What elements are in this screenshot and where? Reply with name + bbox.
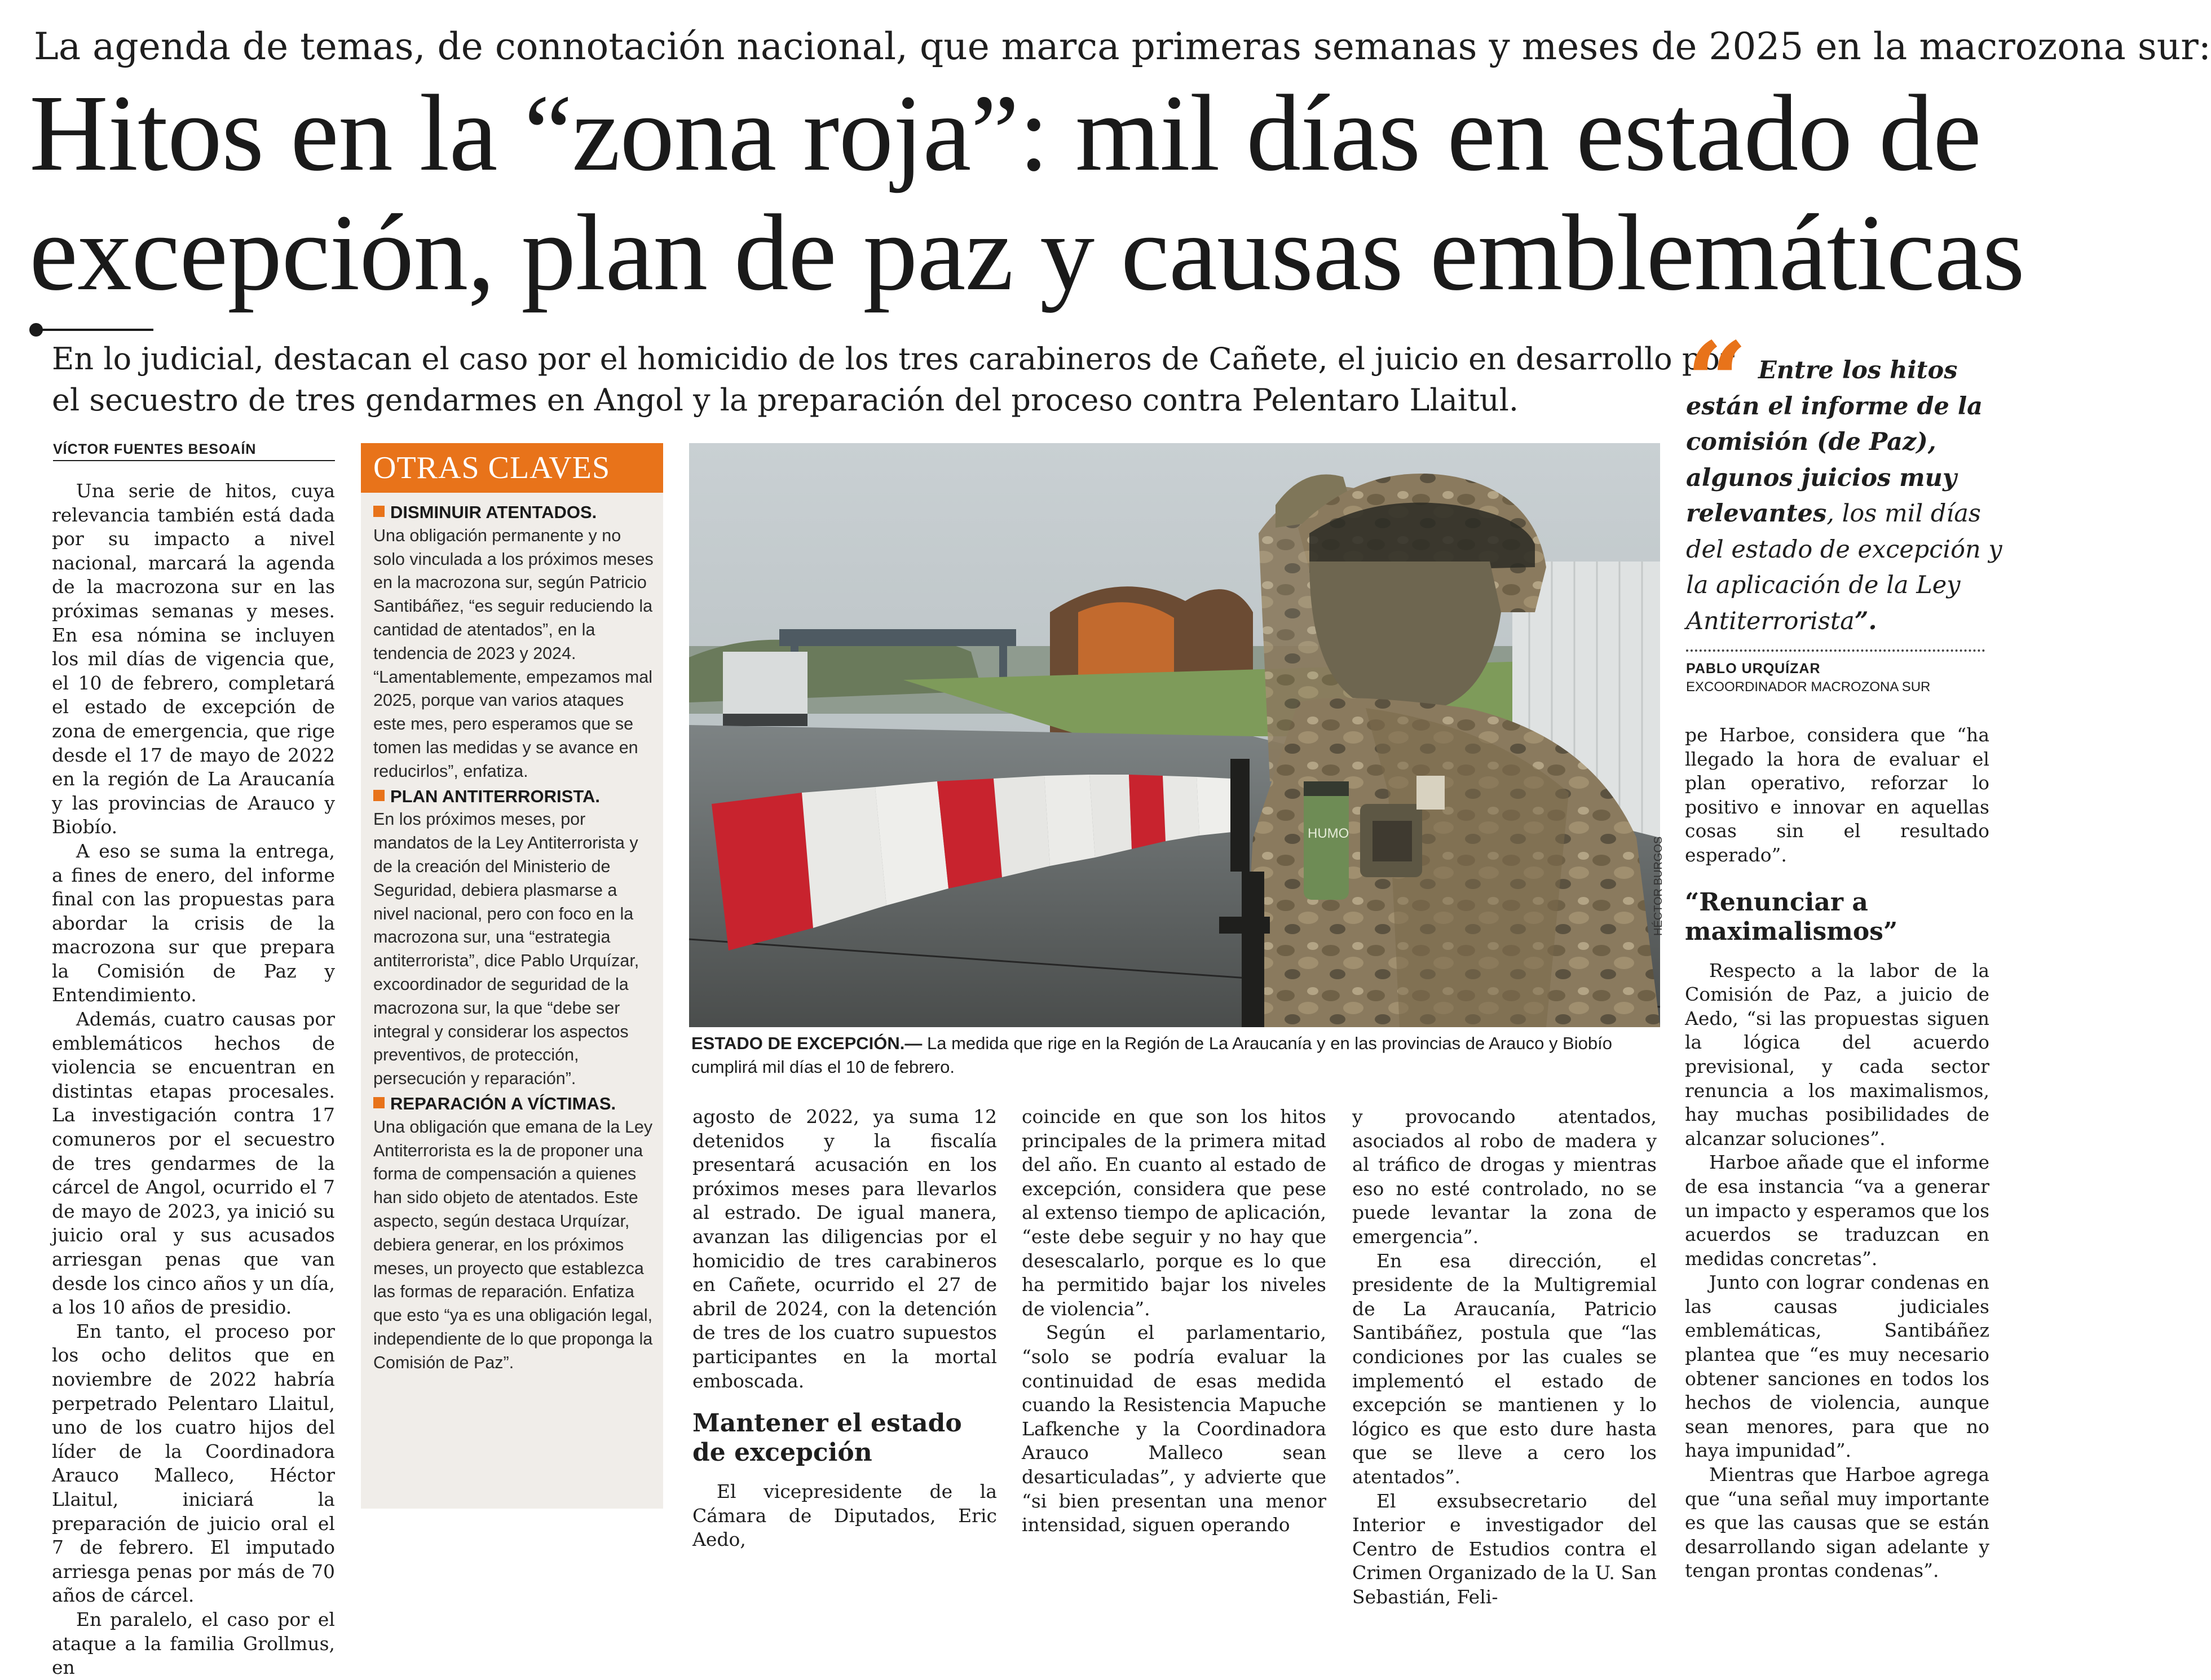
sidebar-heading-text: REPARACIÓN A VÍCTIMAS. — [390, 1093, 616, 1113]
quote-bold-text: ”. — [1854, 607, 1877, 635]
headline-line-2: excepción, plan de paz y causas emblemáticas — [29, 192, 2024, 313]
quote-divider — [1686, 649, 1985, 652]
paragraph: Según el parlamentario, “solo se podría evaluar la continuidad de esas medida cuando la Resistencia Mapuche Lafkenche y la Coordinadora Arauco Malleco sean desarticuladas”, y advierte que “si bien presentan una menor intensidad, siguen operando — [1022, 1321, 1326, 1536]
quote-line: del estado de excepción y — [1686, 535, 2002, 564]
sidebar-item-heading — [373, 1092, 655, 1116]
paragraph: Harboe añade que el informe de esa instancia “va a generar un impacto y esperamos que los acuerdos se traduzcan en medidas concretas”. — [1685, 1151, 1989, 1270]
caption-label: ESTADO DE EXCEPCIÓN.— — [691, 1033, 923, 1053]
paragraph: Además, cuatro causas por emblemáticos hechos de violencia se encuentran en distintas etapas procesales. La investigación contra 17 comuneros por el secuestro de tres gendarmes de la cárcel de Angol, ocurrido el 7 de mayo de 2023, ya inició su juicio oral y sus acusados arriesgan penas que van desde los cinco años y un día, a los 10 años de presidio. — [52, 1008, 335, 1319]
rule-line — [36, 329, 153, 331]
paragraph: agosto de 2022, ya suma 12 detenidos y la fiscalía presentará acusación en los próximos meses para llevarlos al estrado. De igual manera, avanzan las diligencias por el homicidio de tres carabineros en Cañete, ocurrido el 27 de abril de 2024, con la detención de tres de los cuatro supuestos participantes en la mortal emboscada. — [692, 1106, 997, 1392]
orange-square-icon — [373, 1097, 385, 1108]
quote-bold-text: algunos juicios muy — [1686, 463, 1957, 492]
sidebar-heading-text: DISMINUIR ATENTADOS. — [390, 502, 597, 522]
photo-caption — [691, 1032, 1667, 1079]
quote-line — [1686, 353, 1991, 389]
paragraph: y provocando atentados, asociados al robo de madera y al tráfico de drogas y mientras eso no esté controlado, no se puede levantar la zona de emergencia”. — [1352, 1106, 1657, 1248]
subhead: “Renunciar a maximalismos” — [1685, 887, 1898, 946]
kicker: La agenda de temas, de connotación nacional, que marca primeras semanas y meses de 2025 en la macrozona sur: — [34, 25, 2211, 68]
news-photo — [689, 443, 1660, 1027]
quote-bold-text: Entre los hitos — [1758, 356, 1958, 384]
paragraph: Una serie de hitos, cuya relevancia también está dada por su impacto a nivel nacional, marcará la agenda de la macrozona sur en las próximas semanas y meses. En esa nómina se incluyen los mil días de vigencia que, el 10 de febrero, completará el estado de excepción de zona de emergencia, que rige desde el 17 de mayo de 2022 en la región de La Araucanía y las provincias de Arauco y Biobío. — [52, 480, 335, 838]
deck-line-1: En lo judicial, destacan el caso por el homicidio de los tres carabineros de Cañete, el juicio en desarrollo por — [52, 341, 1735, 377]
deck — [52, 338, 1735, 421]
quote-line — [1686, 425, 1991, 461]
article-column-1 — [52, 479, 335, 1679]
quote-author: PABLO URQUÍZAR — [1686, 661, 1821, 677]
paragraph: coincide en que son los hitos principales de la primera mitad del año. En cuanto al estado de excepción, considera que pese al extenso tiempo de aplicación, “este debe seguir y no hay que desescalarlo, porque es lo que ha permitido bajar los niveles de violencia”. — [1022, 1106, 1326, 1320]
quote-bold-text: están el informe de la — [1686, 392, 1983, 421]
quote-bold-text: comisión (de Paz), — [1686, 428, 1936, 456]
paragraph: Mientras que Harboe agrega que “una señal muy importante es que las causas que se están desarrollando sigan adelante y tengan prontas condenas”. — [1685, 1464, 1989, 1582]
sidebar-item — [373, 501, 655, 784]
paragraph: En esa dirección, el presidente de la Multigremial de La Araucanía, Patricio Santibáñez, postula que “las condiciones por las cuales se implementó el estado de excepción se mantienen y lo lógico es que esto dure hasta que se lleve a cero los atentados”. — [1352, 1249, 1657, 1488]
sidebar-otras-claves — [361, 443, 663, 1509]
quote-author-role: EXCOORDINADOR MACROZONA SUR — [1686, 679, 1931, 695]
quote-line — [1686, 461, 1991, 497]
byline: VÍCTOR FUENTES BESOAÍN — [53, 441, 335, 461]
orange-square-icon — [373, 790, 385, 801]
paragraph: En tanto, el proceso por los ocho delitos que en noviembre de 2022 habría perpetrado Pelentaro Llaitul, uno de los cuatro hijos del líder de la Coordinadora Arauco Malleco, Héctor Llaitul, iniciará la preparación de juicio oral el 7 de febrero. El imputado arriesga penas por más de 70 años de cárcel. — [52, 1320, 335, 1607]
paragraph: Junto con lograr condenas en las causas judiciales emblemáticas, Santibáñez plantea que “es muy necesario obtener sanciones en todos los hechos de violencia, aunque sean menores, para que no haya impunidad”. — [1685, 1271, 1989, 1462]
quote-line — [1686, 389, 1991, 425]
paragraph: pe Harboe, considera que “ha llegado la hora de evaluar el plan operativo, reforzar lo positivo e innovar en aquellas cosas sin el resultado esperado”. — [1685, 724, 1989, 866]
photo-credit: HÉCTOR BURGOS — [1652, 836, 1665, 936]
sidebar-item-text: Una obligación que emana de la Ley Antiterrorista es la de proponer una forma de compensación a quienes han sido objeto de atentados. Este aspecto, según destaca Urquízar, debiera generar, en los próximos meses, un proyecto que establezca las formas de reparación. Enfatiza que esto “ya es una obligación legal, independiente de lo que proponga la Comisión de Paz”. — [373, 1117, 653, 1372]
quote-text: , los mil días — [1826, 499, 1981, 528]
sidebar-item — [373, 785, 655, 1091]
sidebar-item-text: En los próximos meses, por mandatos de la Ley Antiterrorista y de la creación del Ministerio de Seguridad, debiera plasmarse a nivel nacional, pero con foco en la macrozona sur, una “estrategia antiterrorista”, dice Pablo Urquízar, excoordinador de seguridad de la macrozona sur, la que “debe ser integral y considerar los aspectos preventivos, de protección, persecución y reparación”. — [373, 810, 639, 1089]
sidebar-title: OTRAS CLAVES — [361, 443, 663, 493]
paragraph: El exsubsecretario del Interior e investigador del Centro de Estudios contra el Crimen Organizado de la U. San Sebastián, Feli- — [1352, 1489, 1657, 1608]
quote-line: la aplicación de la Ley — [1686, 571, 1961, 599]
headline-line-1: Hitos en la “zona roja”: mil días en estado de — [29, 72, 1981, 193]
sidebar-body — [361, 493, 663, 1374]
quote-bold-text: relevantes — [1686, 499, 1827, 528]
deck-line-2: el secuestro de tres gendarmes en Angol y la preparación del proceso contra Pelentaro Llaitul. — [52, 382, 1519, 418]
caption-text: La medida que rige en la Región de La Araucanía y en las provincias de Arauco y Biobío cumplirá mil días el 10 de febrero. — [691, 1033, 1612, 1077]
paragraph: A eso se suma la entrega, a fines de enero, del informe final con las propuestas para abordar la crisis de la macrozona sur que prepara la Comisión de Paz y Entendimiento. — [52, 839, 335, 1006]
quote-line — [1686, 496, 1991, 532]
article-column-3 — [692, 1105, 997, 1551]
article-column-4 — [1022, 1105, 1326, 1536]
pull-quote — [1686, 353, 2002, 639]
quote-line — [1686, 604, 1991, 640]
paragraph: Respecto a la labor de la Comisión de Paz, a juicio de Aedo, “si las propuestas siguen la lógica del acuerdo previsional, y cada sector renuncia a los maximalismos, hay muchas posibilidades de alcanzar soluciones”. — [1685, 959, 1989, 1150]
paragraph: El vicepresidente de la Cámara de Diputados, Eric Aedo, — [692, 1480, 997, 1551]
quote-mark-icon: “ — [1686, 319, 1748, 444]
grenade-label: HUMO — [1308, 826, 1349, 841]
orange-square-icon — [373, 506, 385, 517]
article-column-5 — [1352, 1105, 1657, 1608]
paragraph: En paralelo, el caso por el ataque a la familia Grollmus, en — [52, 1608, 335, 1679]
sidebar-item — [373, 1092, 655, 1375]
sidebar-item-text: Una obligación permanente y no solo vinculada a los próximos meses en la macrozona sur, según Patricio Santibáñez, “es seguir reduciendo la cantidad de atentados”, en la tendencia de 2023 y 2024. “Lamentablemente, empezamos mal 2025, porque van varios ataques este mes, pero esperamos que se tomen las medidas y se avance en reducirlos”, enfatiza. — [373, 525, 654, 781]
quote-text: Antiterrorista — [1686, 607, 1855, 635]
subhead: Mantener el estado de excepción — [692, 1409, 962, 1467]
sidebar-item-heading — [373, 785, 655, 808]
article-column-6 — [1685, 723, 1989, 1582]
sidebar-item-heading — [373, 501, 655, 524]
headline — [29, 72, 2024, 313]
sidebar-heading-text: PLAN ANTITERRORISTA. — [390, 786, 600, 806]
